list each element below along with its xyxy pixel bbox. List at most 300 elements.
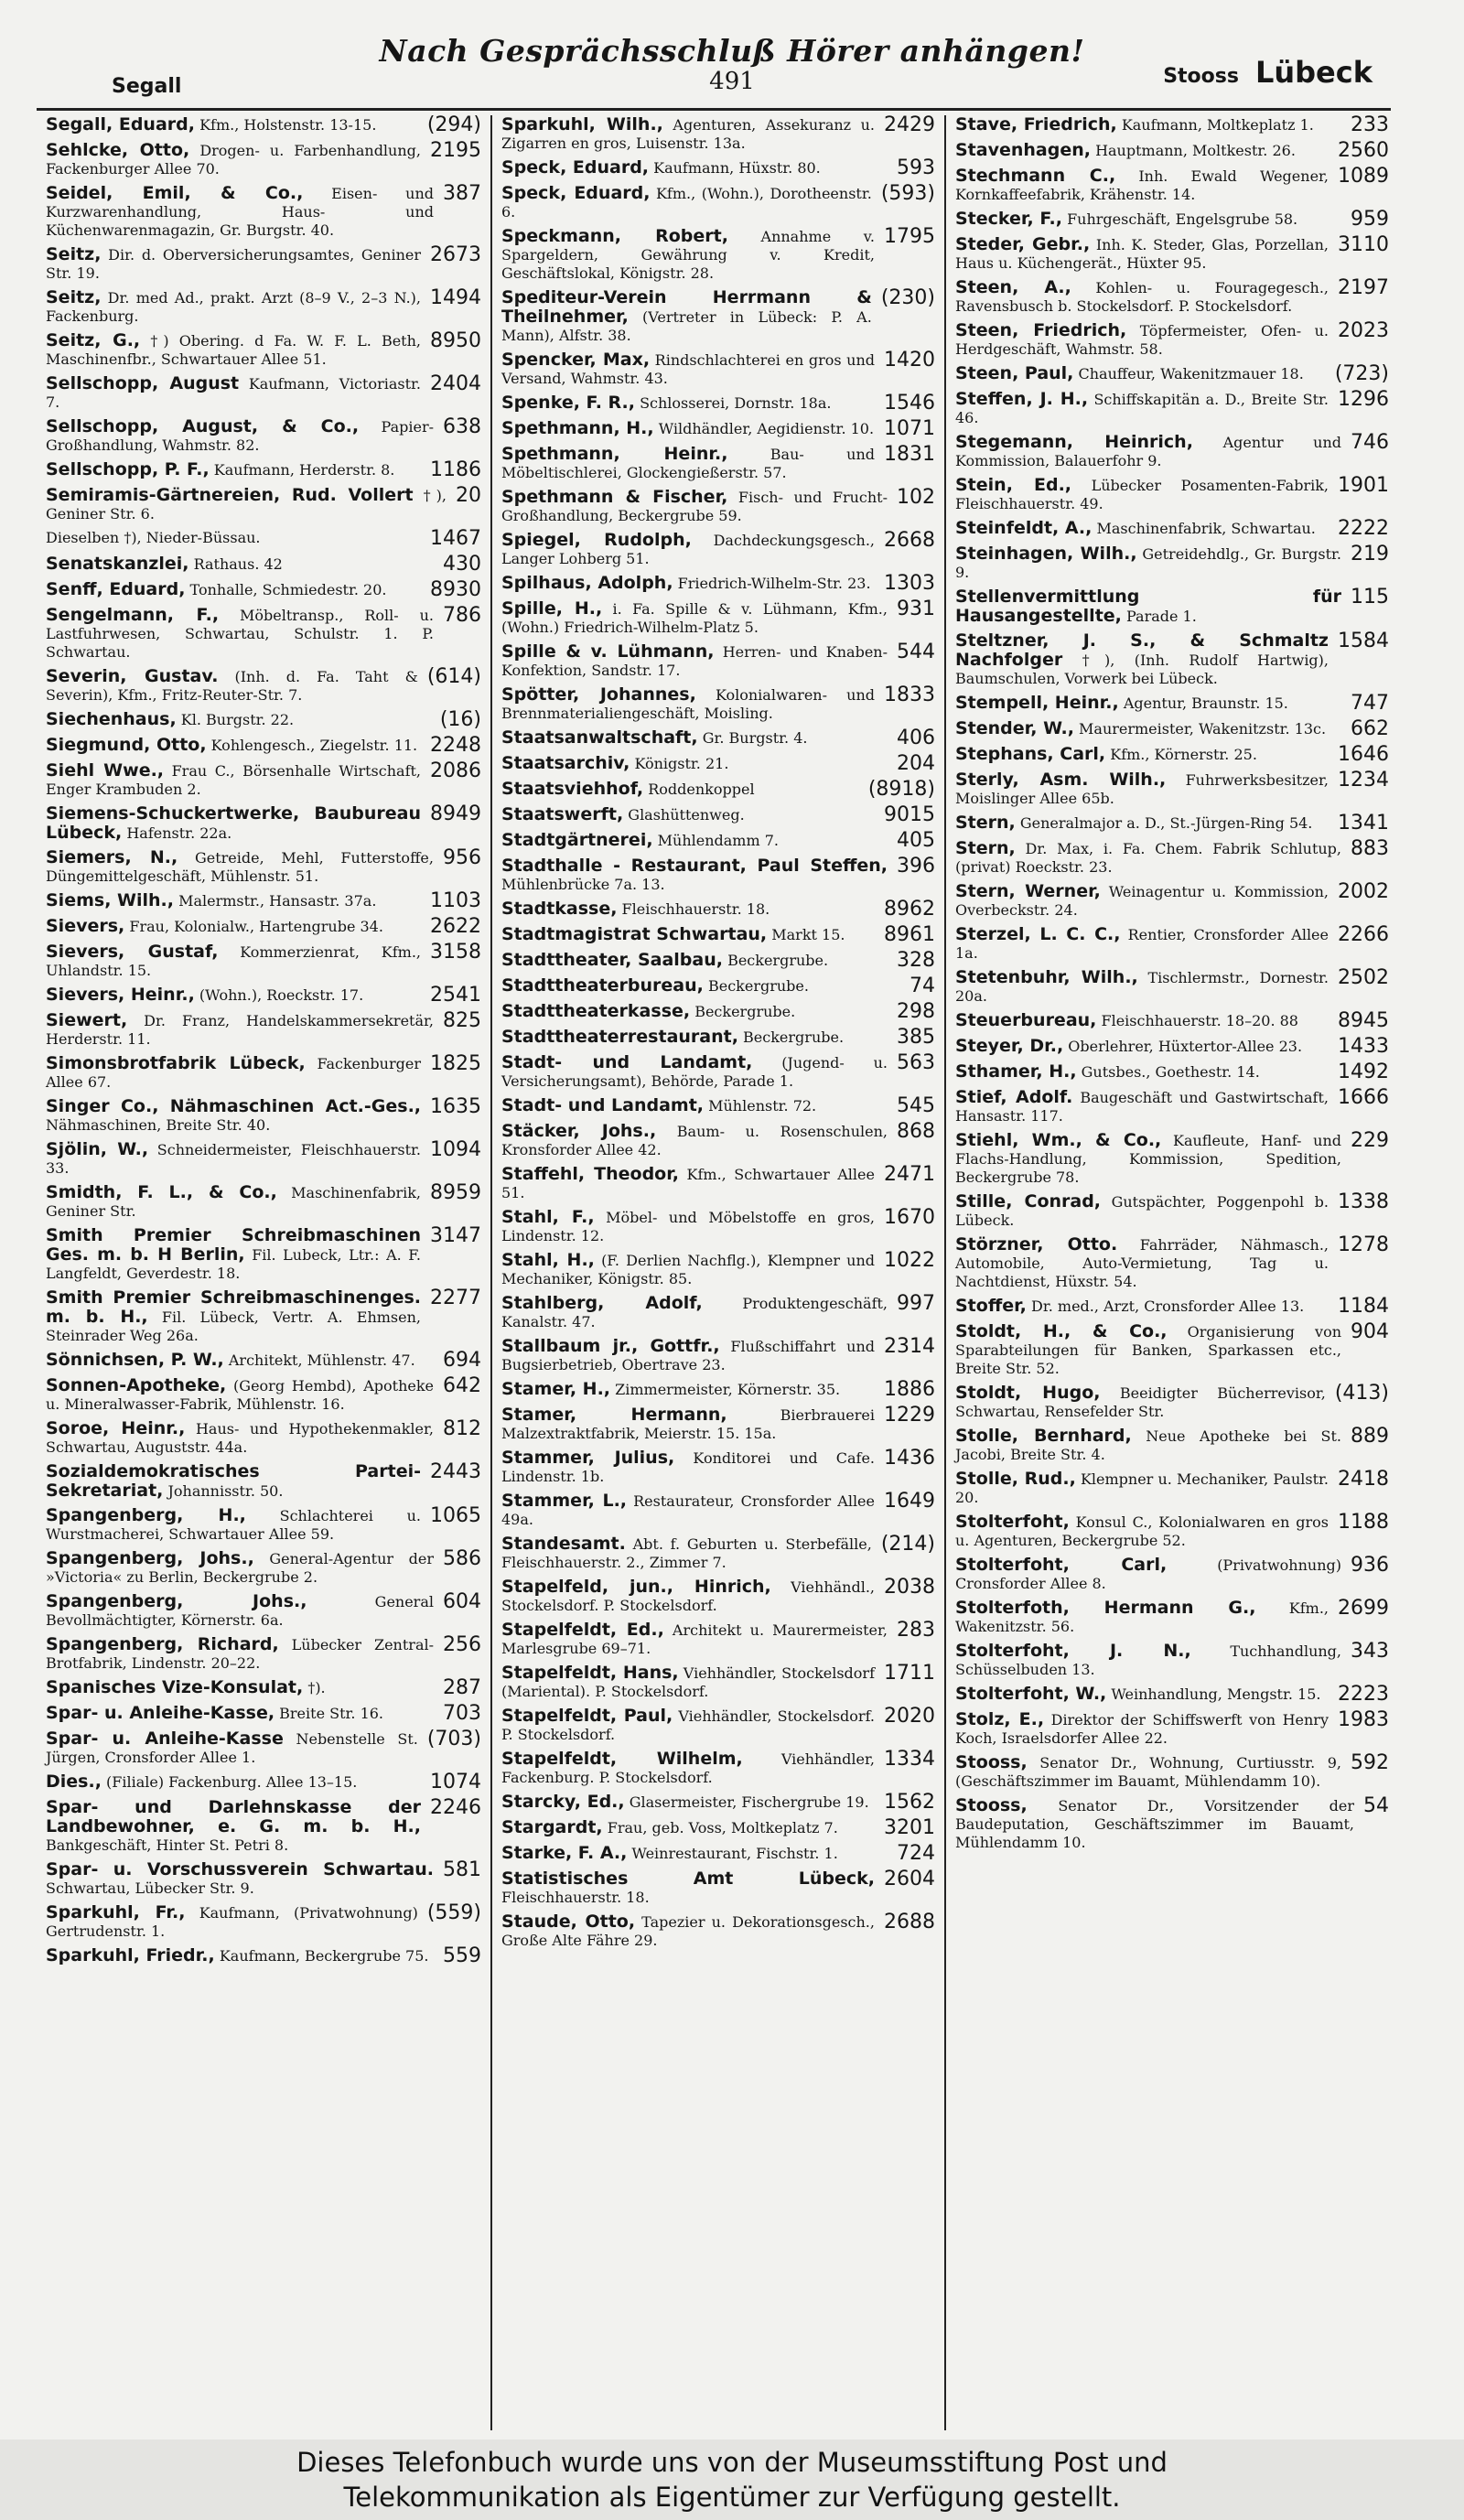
entry-name: Steder, Gebr., <box>955 234 1091 254</box>
entry-details: Fisch- und Frucht-Großhandlung, Beckergrube 59. <box>501 489 888 524</box>
entry-details: Gutsbes., Goethestr. 14. <box>1081 1063 1260 1081</box>
entry-name: Spötter, Johannes, <box>501 684 696 705</box>
entry-details: Kaufleute, Hanf- und Flachs-Handlung, Kommission, Spedition, Beckergrube 78. <box>955 1132 1341 1186</box>
entry-name: Stolterfoth, Hermann G., <box>955 1598 1256 1618</box>
entry-details: Roddenkoppel <box>648 781 755 798</box>
directory-entry <box>955 1470 1389 1507</box>
directory-entry <box>46 1226 481 1283</box>
entry-details: †), Geniner Str. 6. <box>46 487 447 522</box>
entry-name: Seitz, <box>46 287 102 307</box>
entry-name: Stammer, L., <box>501 1491 628 1511</box>
entry-phone-number: 2699 <box>1338 1597 1389 1620</box>
entry-phone-number: 2502 <box>1338 966 1389 989</box>
directory-columns <box>37 115 1400 2430</box>
entry-name: Sozialdemokratisches Partei-Sekretariat, <box>46 1461 421 1501</box>
directory-entry <box>501 728 935 748</box>
entry-details: Tischlermstr., Dornestr. 20a. <box>955 969 1329 1005</box>
entry-details: Kohlen- u. Fouragegesch., Ravensbusch b. Stockelsdorf. P. Stockelsdorf. <box>955 279 1329 315</box>
entry-phone-number: 1901 <box>1338 474 1389 497</box>
directory-entry <box>955 968 1389 1006</box>
entry-phone-number: 2277 <box>430 1287 481 1309</box>
entry-name: Spar- u. Vorschussverein Schwartau. <box>46 1859 434 1879</box>
entry-phone-number: 20 <box>456 484 481 507</box>
entry-name: Sehlcke, Otto, <box>46 140 190 160</box>
entry-phone-number: 786 <box>443 604 481 627</box>
entry-name: Seidel, Emil, & Co., <box>46 183 304 203</box>
directory-entry <box>46 985 481 1006</box>
entry-phone-number: 2604 <box>884 1868 935 1890</box>
directory-entry <box>46 1678 481 1698</box>
entry-name: Standesamt. <box>501 1534 626 1554</box>
entry-details: Haus- und Hypothekenmakler, Schwartau, Auguststr. 44a. <box>46 1420 434 1456</box>
entry-phone-number: 256 <box>443 1633 481 1656</box>
entry-name: Sellschopp, August <box>46 373 240 393</box>
entry-details: Schneidermeister, Fleischhauerstr. 33. <box>46 1141 421 1177</box>
directory-entry <box>46 1729 481 1767</box>
directory-entry <box>501 805 935 825</box>
entry-phone-number: (703) <box>426 1728 481 1750</box>
entry-phone-number: 1071 <box>884 417 935 440</box>
entry-phone-number: 544 <box>897 641 935 663</box>
entry-name: Stave, Friedrich, <box>955 115 1117 135</box>
directory-entry <box>501 1492 935 1529</box>
entry-name: Stein, Ed., <box>955 475 1072 495</box>
entry-name: Störzner, Otto. <box>955 1234 1118 1255</box>
directory-entry <box>46 417 481 455</box>
entry-phone-number: 563 <box>897 1051 935 1074</box>
entry-details: Kl. Burgstr. 22. <box>180 711 295 728</box>
entry-phone-number: 1303 <box>884 572 935 595</box>
entry-name: Stapelfeldt, Wilhelm, <box>501 1749 743 1769</box>
header-rule <box>37 108 1391 111</box>
directory-column-2 <box>490 115 944 2430</box>
entry-phone-number: 592 <box>1351 1751 1389 1774</box>
directory-entry <box>501 831 935 851</box>
entry-phone-number: 2673 <box>430 243 481 266</box>
directory-entry <box>501 1251 935 1288</box>
entry-phone-number: 2248 <box>430 734 481 757</box>
directory-entry <box>46 667 481 705</box>
entry-name: Spar- u. Anleihe-Kasse, <box>46 1703 275 1723</box>
entry-phone-number: 2314 <box>884 1335 935 1358</box>
directory-entry <box>46 141 481 178</box>
entry-details: Maurermeister, Wakenitzstr. 13c. <box>1079 720 1327 738</box>
entry-phone-number: 1467 <box>430 527 481 550</box>
entry-name: Stolterfoht, <box>955 1512 1070 1532</box>
entry-phone-number: 3158 <box>430 941 481 964</box>
entry-phone-number: 1646 <box>1338 743 1389 766</box>
entry-name: Siemers, N., <box>46 847 178 867</box>
entry-phone-number: 3201 <box>884 1816 935 1839</box>
entry-name: Spangenberg, H., <box>46 1505 246 1525</box>
directory-entry <box>955 1642 1389 1679</box>
entry-details: Dir. d. Oberversicherungsamtes, Geniner Str. 19. <box>46 246 421 282</box>
entry-details: Viehhändler, Stockelsdorf (Mariental). P. Stockelsdorf. <box>501 1664 875 1700</box>
entry-phone-number: 1296 <box>1338 388 1389 411</box>
directory-entry <box>955 544 1389 582</box>
entry-name: Spille & v. Lühmann, <box>501 641 715 662</box>
entry-details: Tonhalle, Schmiedestr. 20. <box>189 581 387 598</box>
directory-entry <box>955 719 1389 739</box>
entry-details: Drogen- u. Farbenhandlung, Fackenburger Allee 70. <box>46 142 421 178</box>
entry-name: Stahlberg, Adolf, <box>501 1293 703 1313</box>
directory-entry <box>501 1621 935 1658</box>
directory-entry <box>501 1793 935 1813</box>
entry-details: Senator Dr., Vorsitzender der Baudeputation, Geschäftszimmer im Bauamt, Mühlendamm 10. <box>955 1797 1354 1851</box>
entry-name: Stolle, Rud., <box>955 1469 1076 1489</box>
entry-details: Neue Apotheke bei St. Jacobi, Breite Str. 4. <box>955 1427 1341 1463</box>
directory-entry <box>46 580 481 600</box>
entry-name: Stooss, <box>955 1752 1028 1772</box>
entry-phone-number: 931 <box>897 598 935 620</box>
entry-details: Senator Dr., Wohnung, Curtiusstr. 9, (Geschäftszimmer im Bauamt, Mühlendamm 10). <box>955 1754 1341 1790</box>
directory-entry <box>46 710 481 730</box>
directory-entry <box>501 574 935 594</box>
entry-name: Staffehl, Theodor, <box>501 1164 680 1184</box>
entry-phone-number: 343 <box>1351 1640 1389 1663</box>
entry-name: Stecker, F., <box>955 209 1062 229</box>
directory-entry <box>955 587 1389 626</box>
directory-entry <box>955 1322 1389 1378</box>
directory-entry <box>46 1635 481 1673</box>
entry-phone-number: 825 <box>443 1009 481 1032</box>
entry-phone-number: 8962 <box>884 898 935 921</box>
entry-name: Spenke, F. R., <box>501 393 635 413</box>
entry-phone-number: 2246 <box>430 1796 481 1819</box>
directory-entry <box>955 364 1389 384</box>
entry-name: Stender, W., <box>955 718 1074 738</box>
entry-details: Kfm., Holstenstr. 13-15. <box>199 116 377 134</box>
entry-phone-number: 1184 <box>1338 1295 1389 1318</box>
entry-details: Dr. med Ad., prakt. Arzt (8–9 V., 2–3 N.), Fackenburg. <box>46 289 421 325</box>
entry-phone-number: 1670 <box>884 1206 935 1229</box>
entry-details: Tuchhandlung, Schüsselbuden 13. <box>955 1642 1341 1678</box>
entry-details: Kaufmann, Moltkeplatz 1. <box>1121 116 1314 134</box>
entry-phone-number: 2541 <box>430 984 481 1007</box>
entry-details: Kommerzienrat, Kfm., Uhlandstr. 15. <box>46 943 421 979</box>
entry-details: Rindschlachterei en gros und Versand, Wahmstr. 43. <box>501 351 875 387</box>
entry-name: Sonnen-Apotheke, <box>46 1375 227 1395</box>
entry-details: Agentur, Braunstr. 15. <box>1123 695 1288 712</box>
entry-name: Spethmann, Heinr., <box>501 444 728 464</box>
entry-name: Steen, Friedrich, <box>955 320 1127 340</box>
entry-details: Weinrestaurant, Fischstr. 1. <box>631 1845 838 1862</box>
entry-phone-number: 1074 <box>430 1771 481 1793</box>
entry-phone-number: 1666 <box>1338 1086 1389 1109</box>
entry-name: Steltzner, J. S., & Schmaltz Nachfolger <box>955 630 1329 670</box>
entry-phone-number: 2086 <box>430 759 481 782</box>
entry-phone-number: 559 <box>443 1944 481 1967</box>
entry-details: Baum- u. Rosenschulen, Kronsforder Allee 42. <box>501 1123 888 1158</box>
entry-name: Steen, A., <box>955 277 1071 297</box>
entry-name: Starke, F. A., <box>501 1843 628 1863</box>
entry-phone-number: 812 <box>443 1417 481 1440</box>
entry-phone-number: 1022 <box>884 1249 935 1272</box>
entry-name: Staude, Otto, <box>501 1912 636 1932</box>
entry-name: Statistisches Amt Lübeck, <box>501 1868 875 1889</box>
entry-phone-number: 1334 <box>884 1748 935 1771</box>
entry-phone-number: 204 <box>897 752 935 775</box>
entry-details: Johannisstr. 50. <box>167 1482 284 1500</box>
entry-name: Stadttheater, Saalbau, <box>501 950 723 970</box>
entry-details: Getreide, Mehl, Futterstoffe, Düngemittelgeschäft, Mühlenstr. 51. <box>46 849 434 885</box>
entry-phone-number: 298 <box>897 1000 935 1023</box>
entry-name: Stoffer, <box>955 1296 1027 1316</box>
entry-details: Beeidigter Bücherrevisor, Schwartau, Rensefelder Str. <box>955 1384 1326 1420</box>
entry-details: Agenturen, Assekuranz u. Zigarren en gros, Luisenstr. 13a. <box>501 116 875 152</box>
directory-entry <box>46 460 481 480</box>
entry-phone-number: 3147 <box>430 1224 481 1247</box>
directory-entry <box>46 942 481 980</box>
entry-phone-number: 1795 <box>884 225 935 248</box>
entry-phone-number: 868 <box>897 1120 935 1143</box>
directory-entry <box>46 1549 481 1587</box>
entry-phone-number: 8959 <box>430 1181 481 1204</box>
directory-entry <box>955 1599 1389 1636</box>
entry-name: Segall, Eduard, <box>46 115 195 135</box>
entry-details: Konsul C., Kolonialwaren en gros u. Agenturen, Beckergrube 52. <box>955 1513 1329 1549</box>
entry-phone-number: 904 <box>1351 1320 1389 1343</box>
directory-entry <box>46 891 481 911</box>
entry-name: Steinfeldt, A., <box>955 518 1093 538</box>
entry-name: Sellschopp, August, & Co., <box>46 416 360 436</box>
entry-name: Sievers, <box>46 916 125 936</box>
entry-name: Singer Co., Nähmaschinen Act.-Ges., <box>46 1096 421 1116</box>
entry-details: Bau- und Möbeltischlerei, Glockengießerstr. 57. <box>501 446 875 481</box>
entry-name: Stapelfeldt, Paul, <box>501 1706 673 1726</box>
entry-name: Spar- und Darlehnskasse der Landbewohner, e. G. m. b. H., <box>46 1797 421 1836</box>
directory-entry <box>501 951 935 971</box>
directory-entry <box>955 1796 1389 1852</box>
entry-details: Frau C., Börsenhalle Wirtschaft, Enger Krambuden 2. <box>46 762 422 798</box>
entry-name: Dies., <box>46 1772 102 1792</box>
directory-entry <box>501 642 935 680</box>
directory-entry <box>501 1405 935 1443</box>
directory-entry <box>46 804 481 843</box>
entry-phone-number: 956 <box>443 846 481 869</box>
entry-phone-number: 328 <box>897 949 935 972</box>
entry-name: Sellschopp, P. F., <box>46 459 210 479</box>
directory-entry <box>46 1183 481 1221</box>
entry-details: Kfm., Wakenitzstr. 56. <box>955 1599 1329 1635</box>
entry-name: Stille, Conrad, <box>955 1191 1102 1212</box>
directory-entry <box>46 1140 481 1178</box>
directory-entry <box>501 1028 935 1048</box>
entry-details: Frau, geb. Voss, Moltkeplatz 7. <box>607 1819 838 1836</box>
directory-entry <box>46 761 481 799</box>
entry-details: (Georg Hembd), Apotheke u. Mineralwasser-Fabrik, Mühlenstr. 16. <box>46 1377 434 1413</box>
entry-phone-number: 2404 <box>430 372 481 395</box>
entry-name: Stolle, Bernhard, <box>955 1426 1132 1446</box>
entry-details: Annahme v. Spargeldern, Gewährung v. Kredit, Geschäftslokal, Königstr. 28. <box>501 228 875 282</box>
directory-entry <box>501 925 935 945</box>
entry-phone-number: 1278 <box>1338 1233 1389 1256</box>
entry-name: Spille, H., <box>501 598 603 619</box>
entry-details: †), (Inh. Rudolf Hartwig), Baumschulen, Vorwerk bei Lübeck. <box>955 652 1329 687</box>
entry-phone-number: 1584 <box>1338 630 1389 652</box>
entry-name: Spethmann & Fischer, <box>501 487 728 507</box>
entry-details: Schlosserei, Dornstr. 18a. <box>640 394 832 412</box>
entry-details: Oberlehrer, Hüxtertor-Allee 23. <box>1068 1038 1303 1055</box>
entry-name: Simonsbrotfabrik Lübeck, <box>46 1053 306 1073</box>
entry-name: Stargardt, <box>501 1817 603 1837</box>
entry-phone-number: 936 <box>1351 1554 1389 1577</box>
entry-phone-number: 2002 <box>1338 880 1389 903</box>
entry-details: Maschinenfabrik, Schwartau. <box>1096 520 1316 537</box>
entry-name: Staatsanwaltschaft, <box>501 727 698 748</box>
entry-phone-number: 1103 <box>430 889 481 912</box>
directory-entry <box>955 1131 1389 1187</box>
entry-details: Fahrräder, Nähmasch., Automobile, Auto-Vermietung, Tag u. Nachtdienst, Hüxstr. 54. <box>955 1236 1329 1290</box>
entry-phone-number: (294) <box>426 115 481 136</box>
directory-entry <box>955 1556 1389 1593</box>
entry-details: Konditorei und Cafe. Lindenstr. 1b. <box>501 1449 875 1485</box>
entry-details: Lübecker Posamenten-Fabrik, Fleischhauerstr. 49. <box>955 477 1329 512</box>
entry-name: Siechenhaus, <box>46 709 177 729</box>
entry-phone-number: 1635 <box>430 1095 481 1118</box>
entry-name: Spethmann, H., <box>501 418 654 438</box>
entry-phone-number: 889 <box>1351 1425 1389 1448</box>
entry-phone-number: 2020 <box>884 1705 935 1728</box>
entry-details: Getreidehdlg., Gr. Burgstr. 9. <box>955 545 1341 581</box>
entry-details: Klempner u. Mechaniker, Paulstr. 20. <box>955 1470 1329 1506</box>
entry-phone-number: 2222 <box>1338 517 1389 540</box>
entry-phone-number: 8930 <box>430 578 481 601</box>
entry-details: Architekt u. Maurermeister, Marlesgrube 69–71. <box>501 1621 888 1657</box>
entry-phone-number: (614) <box>426 665 481 688</box>
entry-phone-number: 2195 <box>430 139 481 162</box>
entry-details: (Wohn.), Roeckstr. 17. <box>199 986 364 1004</box>
entry-name: Siegmund, Otto, <box>46 735 207 755</box>
directory-entry <box>955 390 1389 427</box>
entry-phone-number: 1229 <box>884 1404 935 1427</box>
entry-details: Parade 1. <box>1125 608 1197 625</box>
directory-entry <box>955 476 1389 513</box>
entry-details: Dr. Franz, Handelskammersekretär, Herderstr. 11. <box>46 1012 434 1048</box>
directory-entry <box>46 1772 481 1793</box>
directory-entry <box>955 278 1389 316</box>
page-number: 491 <box>709 68 755 95</box>
page-header <box>0 0 1464 108</box>
entry-name: Sparkuhl, Wilh., <box>501 115 663 135</box>
entry-details: Breite Str. 16. <box>279 1705 384 1722</box>
entry-name: Stadtgärtnerei, <box>501 830 653 850</box>
entry-name: Smidth, F. L., & Co., <box>46 1182 277 1202</box>
entry-details: Beckergrube. <box>743 1028 845 1046</box>
directory-entry <box>501 754 935 774</box>
directory-entry <box>501 158 935 178</box>
directory-entry <box>46 736 481 756</box>
entry-name: Spediteur-Verein Herrmann & Theilnehmer, <box>501 287 872 327</box>
entry-details: Möbeltransp., Roll- u. Lastfuhrwesen, Schwartau, Schulstr. 1. P. Schwartau. <box>46 607 434 661</box>
entry-details: Weinagentur u. Kommission, Overbeckstr. 24. <box>955 883 1329 919</box>
entry-phone-number: 8945 <box>1338 1009 1389 1032</box>
entry-phone-number: 430 <box>443 553 481 576</box>
entry-name: Steen, Paul, <box>955 363 1074 383</box>
entry-details: Dr. Max, i. Fa. Chem. Fabrik Schlutup, (privat) Roeckstr. 23. <box>955 840 1342 876</box>
directory-entry <box>46 1376 481 1414</box>
directory-entry <box>501 1053 935 1091</box>
directory-entry <box>955 1513 1389 1550</box>
entry-phone-number: 2429 <box>884 115 935 136</box>
entry-phone-number: 405 <box>897 829 935 852</box>
directory-entry <box>46 288 481 326</box>
entry-name: Seitz, G., <box>46 330 141 350</box>
directory-entry <box>501 1750 935 1787</box>
entry-details: Gutspächter, Poggenpohl b. Lübeck. <box>955 1193 1329 1229</box>
directory-entry <box>46 555 481 575</box>
entry-details: Nebenstelle St. Jürgen, Cronsforder Allee 1. <box>46 1730 418 1766</box>
entry-name: Speckmann, Robert, <box>501 226 728 246</box>
entry-details: Agentur und Kommission, Balauerfohr 9. <box>955 434 1341 469</box>
entry-phone-number: 1436 <box>884 1447 935 1470</box>
entry-phone-number: 1494 <box>430 286 481 309</box>
entry-details: Abt. f. Geburten u. Sterbefälle, Fleischhauerstr. 2., Zimmer 7. <box>501 1535 872 1571</box>
directory-entry <box>46 1054 481 1092</box>
directory-entry <box>501 976 935 996</box>
directory-entry <box>46 1903 481 1941</box>
entry-phone-number: 2560 <box>1338 139 1389 162</box>
entry-name: Stahl, H., <box>501 1250 595 1270</box>
entry-phone-number: (723) <box>1334 362 1389 385</box>
directory-entry <box>501 1208 935 1245</box>
directory-entry <box>501 1096 935 1116</box>
entry-phone-number: 1831 <box>884 443 935 466</box>
entry-details: Kaufmann, (Privatwohnung) Gertrudenstr. 1. <box>46 1904 418 1940</box>
entry-details: Viehhändl., Stockelsdorf. P. Stockelsdorf. <box>501 1578 875 1614</box>
entry-details: Rathaus. 42 <box>193 555 283 573</box>
entry-name: Speck, Eduard, <box>501 183 651 203</box>
directory-entry <box>46 1946 481 1966</box>
directory-entry <box>955 694 1389 714</box>
directory-entry <box>955 1235 1389 1291</box>
entry-phone-number: 593 <box>897 156 935 179</box>
entry-phone-number: 2418 <box>1338 1468 1389 1491</box>
header-slogan: Nach Gesprächsschluß Hörer anhängen! <box>379 33 1085 69</box>
entry-name: Stoldt, Hugo, <box>955 1383 1101 1403</box>
directory-entry <box>955 141 1389 161</box>
directory-entry <box>46 848 481 886</box>
directory-entry <box>955 813 1389 834</box>
entry-details: Generalmajor a. D., St.-Jürgen-Ring 54. <box>1019 814 1313 832</box>
entry-details: Viehhändler, Stockelsdorf. P. Stockelsdorf. <box>501 1707 875 1743</box>
entry-name: Spangenberg, Johs., <box>46 1548 254 1568</box>
entry-details: Produktengeschäft, Kanalstr. 47. <box>501 1295 888 1330</box>
entry-phone-number: (413) <box>1334 1382 1389 1405</box>
entry-phone-number: 747 <box>1351 692 1389 715</box>
entry-name: Stellenvermittlung für Hausangestellte, <box>955 587 1341 626</box>
entry-phone-number: 8961 <box>884 923 935 946</box>
entry-details: (Filiale) Fackenburg. Allee 13–15. <box>106 1773 358 1791</box>
entry-name: Spangenberg, Johs., <box>46 1591 307 1611</box>
entry-name: Steffen, J. H., <box>955 389 1089 409</box>
directory-entry <box>955 1037 1389 1057</box>
entry-name: Sjölin, W., <box>46 1139 149 1159</box>
entry-phone-number: 2038 <box>884 1576 935 1599</box>
directory-entry <box>46 374 481 412</box>
entry-phone-number: 2223 <box>1338 1683 1389 1706</box>
entry-name: Starcky, Ed., <box>501 1792 625 1812</box>
directory-entry <box>501 1818 935 1838</box>
entry-name: Spiegel, Rudolph, <box>501 530 692 550</box>
entry-details: Hafenstr. 22a. <box>126 824 232 842</box>
entry-details: Kolonialwaren- und Brennmaterialiengeschäft, Moisling. <box>501 686 875 722</box>
directory-entry <box>46 1097 481 1135</box>
directory-entry <box>501 115 935 153</box>
directory-entry <box>46 1506 481 1544</box>
entry-name: Spanisches Vize-Konsulat, <box>46 1677 304 1697</box>
entry-details: Kohlengesch., Ziegelstr. 11. <box>210 737 418 754</box>
